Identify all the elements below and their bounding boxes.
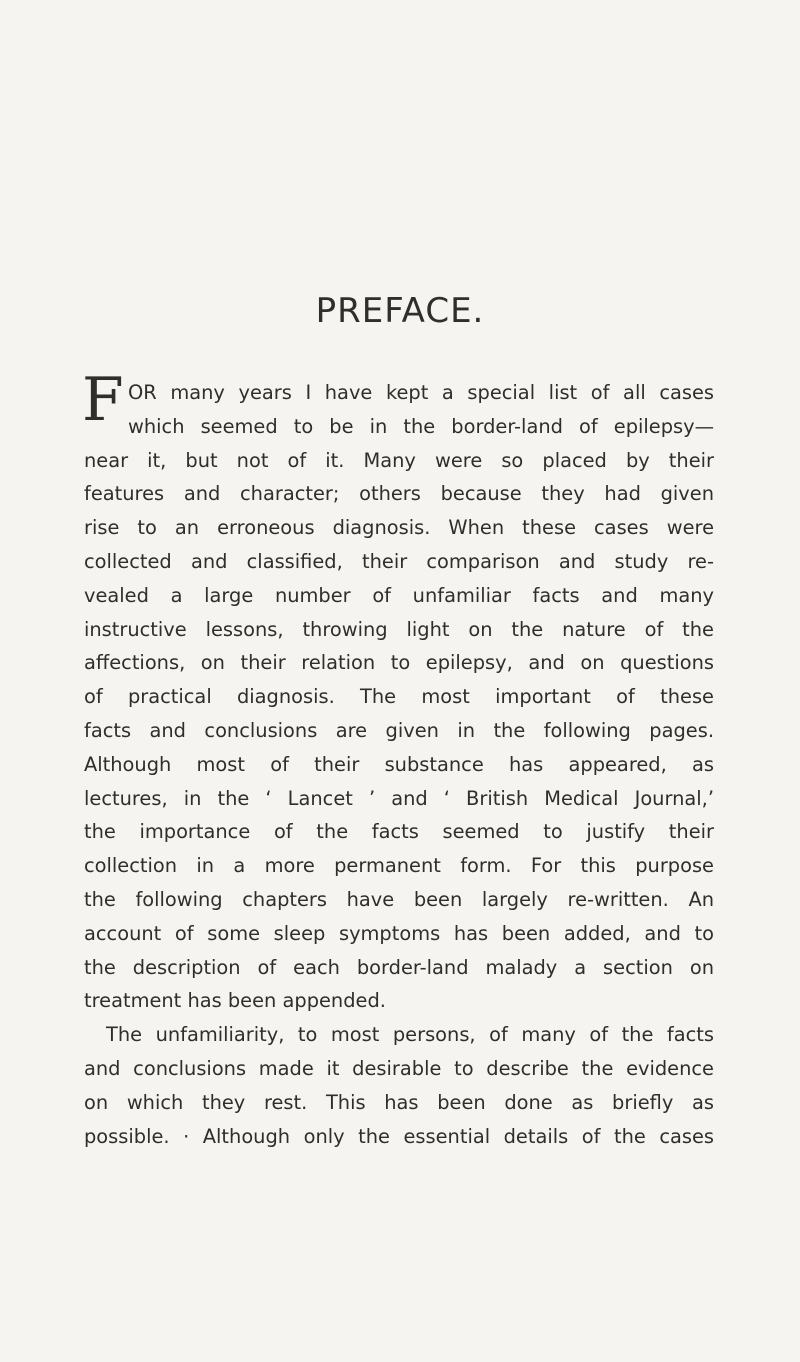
text-line: vealed a large number of unfamiliar facts and many [84, 583, 714, 607]
text-line: and conclusions made it desirable to describe the evidence [84, 1057, 714, 1080]
drop-cap: F [82, 365, 124, 435]
text-line: features and character; others because they had given [84, 482, 714, 506]
text-line: possible. · Although only the essential details of the cases [84, 1124, 714, 1148]
page-title: PREFACE. [315, 291, 485, 331]
text-line: affections, on their relation to epilepsy, and on questions [84, 651, 714, 675]
text-line: the description of each border-land malady a section on [84, 955, 714, 979]
text-line: the following chapters have been largely re-written. An [84, 888, 714, 911]
text-line: rise to an erroneous diagnosis. When these cases were [84, 516, 714, 540]
text-line: lectures, in the ‘ Lancet ’ and ‘ British Medical Journal,’ [84, 786, 714, 810]
text-line: collected and classified, their comparison and study re- [84, 550, 714, 573]
text-line: near it, but not of it. Many were so placed by their [84, 448, 714, 472]
text-line: collection in a more permanent form. For this purpose [84, 854, 714, 878]
text-line: account of some sleep symptoms has been added, and to [84, 921, 714, 945]
text-line: which seemed to be in the border-land of epilepsy— [128, 414, 714, 438]
text-line: facts and conclusions are given in the following pages. [84, 719, 714, 742]
text-line: OR many years I have kept a special list of all cases [128, 381, 714, 404]
text-line: the importance of the facts seemed to justify their [84, 820, 714, 844]
text-line: instructive lessons, throwing light on the nature of the [84, 617, 714, 641]
text-line: Although most of their substance has appeared, as [84, 752, 714, 776]
text-line: treatment has been appended. [84, 989, 386, 1013]
text-line: of practical diagnosis. The most important of these [84, 685, 714, 709]
text-line: The unfamiliarity, to most persons, of many of the facts [106, 1023, 714, 1047]
text-line: on which they rest. This has been done as briefly as [84, 1090, 714, 1114]
